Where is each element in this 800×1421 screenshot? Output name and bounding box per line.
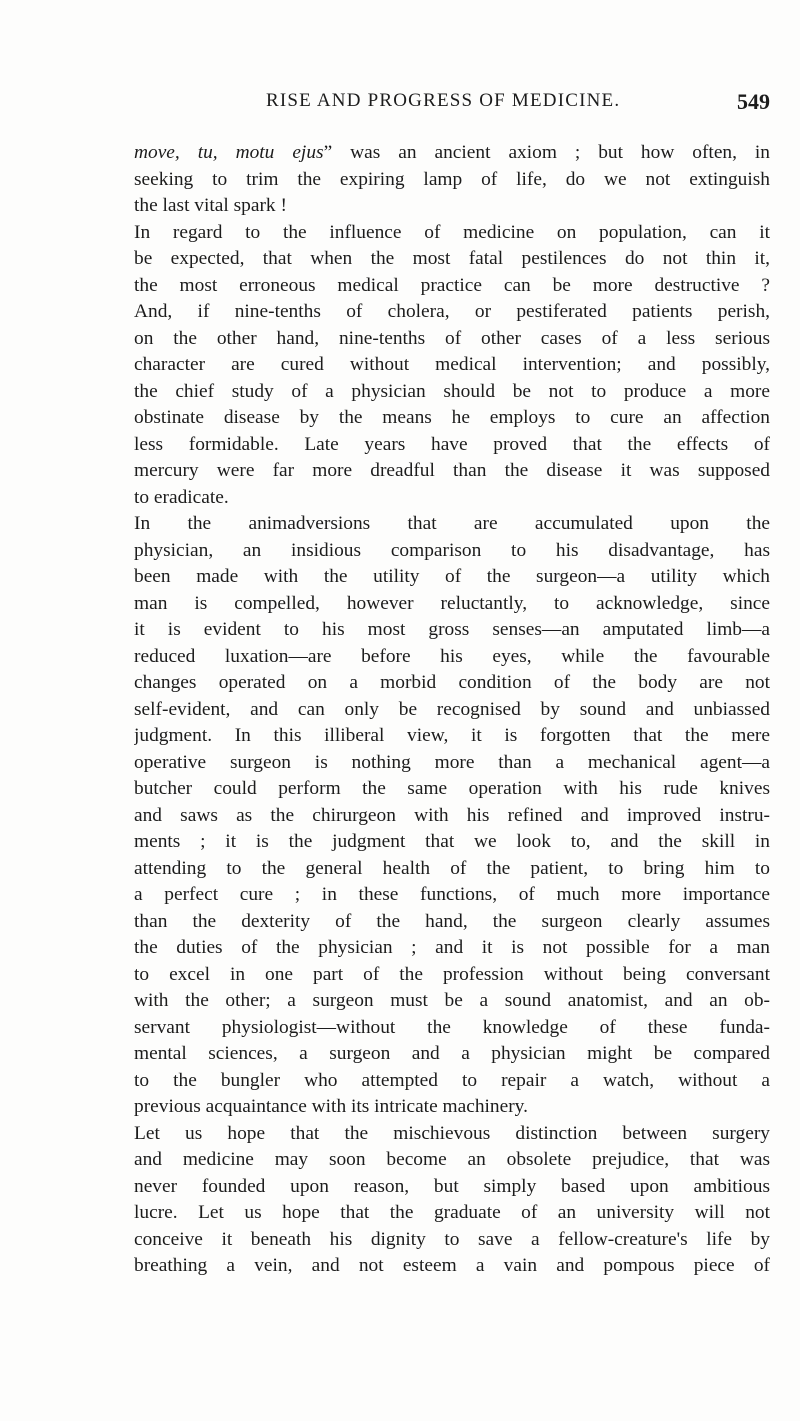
- text-line: Let us hope that the mischievous distinction between surgery: [134, 1122, 770, 1144]
- text-line: than the dexterity of the hand, the surgeon clearly assumes: [134, 910, 770, 932]
- text-line: butcher could perform the same operation with his rude knives: [134, 778, 770, 799]
- text-line: In the animadversions that are accumulated upon the: [134, 513, 770, 534]
- text-line: self-evident, and can only be recognised by sound and unbiassed: [134, 698, 770, 720]
- text-line: [134, 140, 770, 167]
- text-line: ments ; it is the judgment that we look to, and the skill in: [134, 831, 770, 852]
- text-line: character are cured without medical intervention; and possibly,: [134, 354, 770, 375]
- body-text: [134, 140, 770, 1280]
- text-line: physician, an insidious comparison to his disadvantage, has: [134, 539, 770, 561]
- text-line: less formidable. Late years have proved that the effects of: [134, 433, 770, 455]
- text-line: conceive it beneath his dignity to save a fellow-creature's life by: [134, 1228, 770, 1250]
- text-line: been made with the utility of the surgeon—a utility which: [134, 566, 770, 587]
- text-line: servant physiologist—without the knowledge of these funda-: [134, 1016, 770, 1038]
- text-line: reduced luxation—are before his eyes, while the favourable: [134, 645, 770, 667]
- text-line: seeking to trim the expiring lamp of life, do we not extinguish: [134, 168, 770, 190]
- text-line: previous acquaintance with its intricate machinery.: [134, 1096, 528, 1117]
- text-line: And, if nine-tenths of cholera, or pestiferated patients perish,: [134, 301, 770, 322]
- text-line: judgment. In this illiberal view, it is forgotten that the mere: [134, 725, 770, 746]
- text-line: never founded upon reason, but simply based upon ambitious: [134, 1175, 770, 1197]
- text-line: changes operated on a morbid condition of the body are not: [134, 672, 770, 693]
- text-line: to the bungler who attempted to repair a watch, without a: [134, 1069, 770, 1091]
- text-line: it is evident to his most gross senses—an amputated limb—a: [134, 619, 770, 640]
- text-line: to excel in one part of the profession without being conversant: [134, 963, 770, 985]
- text-line: mental sciences, a surgeon and a physician might be compared: [134, 1043, 770, 1064]
- text-line: the chief study of a physician should be not to produce a more: [134, 380, 770, 402]
- text-line: attending to the general health of the patient, to bring him to: [134, 857, 770, 879]
- text-line: In regard to the influence of medicine on population, can it: [134, 221, 770, 243]
- latin-quote: move, tu, motu ejus: [134, 142, 324, 163]
- running-title: RISE AND PROGRESS OF MEDICINE.: [266, 90, 621, 111]
- text-line: the last vital spark !: [134, 195, 287, 216]
- text-line: operative surgeon is nothing more than a mechanical agent—a: [134, 751, 770, 773]
- text-line: mercury were far more dreadful than the disease it was supposed: [134, 460, 770, 481]
- text-line: and medicine may soon become an obsolete prejudice, that was: [134, 1149, 770, 1170]
- running-head: [134, 90, 770, 120]
- text-line: the duties of the physician ; and it is not possible for a man: [134, 937, 770, 958]
- text-line: with the other; a surgeon must be a sound anatomist, and an ob-: [134, 990, 770, 1011]
- text-line: a perfect cure ; in these functions, of much more importance: [134, 884, 770, 905]
- text-line: lucre. Let us hope that the graduate of an university will not: [134, 1202, 770, 1223]
- page-number: 549: [737, 89, 770, 114]
- text-line: be expected, that when the most fatal pestilences do not thin it,: [134, 248, 770, 269]
- text-line: obstinate disease by the means he employs to cure an affection: [134, 407, 770, 428]
- text-line: and saws as the chirurgeon with his refined and improved instru-: [134, 804, 770, 826]
- text-line: on the other hand, nine-tenths of other cases of a less serious: [134, 327, 770, 349]
- text-line: breathing a vein, and not esteem a vain and pompous piece of: [134, 1255, 770, 1276]
- text-line: to eradicate.: [134, 486, 229, 508]
- text-line: man is compelled, however reluctantly, to acknowledge, since: [134, 592, 770, 614]
- text-segment: ” was an ancient axiom ; but how often, in: [323, 142, 770, 163]
- text-line: the most erroneous medical practice can be more destructive ?: [134, 274, 770, 296]
